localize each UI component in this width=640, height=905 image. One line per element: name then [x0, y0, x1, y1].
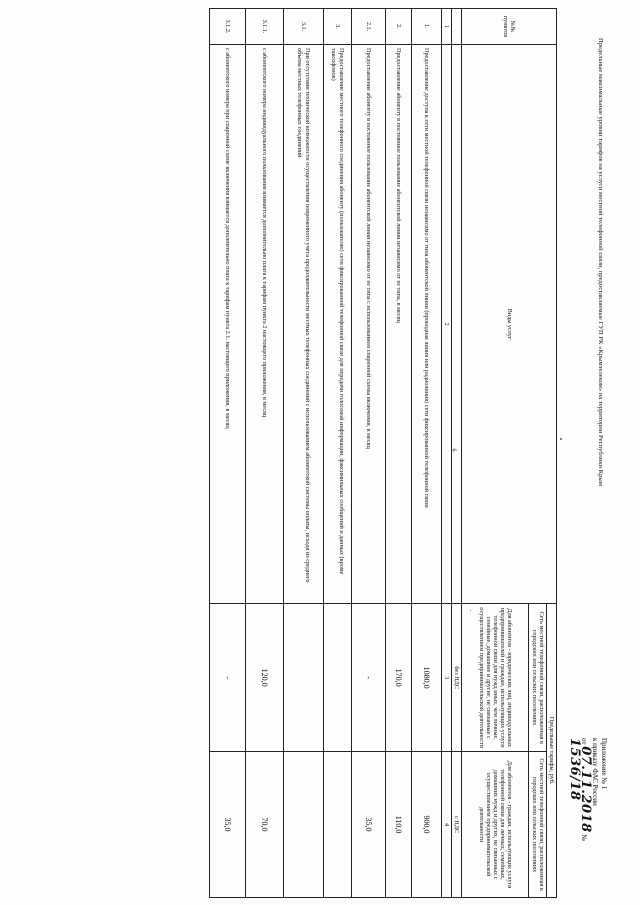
row-value-legal: - [209, 604, 245, 752]
row-service: Предоставление местного телефонного соединения абоненту (пользователю) сети фиксированной телефонной связи для передачи голосовой информации, факсимильных сообщений и данных (кроме таксофонов) [323, 44, 351, 603]
row-value-legal [323, 604, 351, 752]
header-num: №№ пунктов [462, 9, 557, 45]
tariff-rows [209, 9, 441, 898]
header-legal-entities: Для абонентов - юридических лиц, индивидуальных предпринимателей и граждан, использующих услуги телефонной связи для нужд иных, чем личные, семейные, домашние и другие, не связанные с осуществлением предпринимательской деятельности [462, 604, 529, 752]
row-value-citizens: 35,0 [351, 752, 385, 898]
row-number: 2.1. [351, 9, 385, 45]
row-number: 1. [411, 9, 441, 45]
vat-incl-label: с НДС [452, 752, 462, 898]
row-service: Предоставление абоненту в постоянное пользование абонентской линии независимо от ее типа с использованием спаренной схемы включения, в месяц [351, 44, 385, 603]
table-row [411, 9, 441, 898]
landscape-content [12, 8, 612, 898]
col-number: 2 [441, 44, 451, 603]
table-row [385, 9, 411, 898]
row-value-citizens: 900,0 [411, 752, 441, 898]
row-value-legal: 1080,0 [411, 604, 441, 752]
header-net-settlement: Сеть местной телефонной связи, расположенная в городских или сельских поселениях [529, 604, 546, 752]
table-row [283, 9, 323, 898]
row-service: При отсутствии технической возможности осуществления повременного учета продолжительности местных телефонных соединений с использованием абонентской системы оплаты, исходя из среднего объема местных телефонных соединений [283, 44, 323, 603]
scan-speck [470, 610, 471, 611]
table-row [209, 9, 245, 898]
row-service: с абонентского номера индивидуального пользования взимается дополнительно плата к тарифам пункта 2 настоящего приложения, в месяц [245, 44, 283, 603]
header-net-settlement-2: Сеть местной телефонной связи, расположенная в городских или сельских поселениях [529, 752, 546, 898]
row-value-citizens: 35,0 [209, 752, 245, 898]
table-row [245, 9, 283, 898]
row-value-legal: - [351, 604, 385, 752]
handwritten-date: 07.11.2018 [578, 746, 593, 833]
row-value-citizens: 70,0 [245, 752, 283, 898]
table-row [351, 9, 385, 898]
row-number: 3. [323, 9, 351, 45]
row-number: 3.1. [283, 9, 323, 45]
vat-excl-label: без НДС [452, 604, 462, 752]
row-value-legal [283, 604, 323, 752]
row-number: 2. [385, 9, 411, 45]
row-service: с абонентского номера при спаренной схеме включения взимается дополнительно плата к тарифам пункта 2.1. настоящего приложения, в месяц [209, 44, 245, 603]
header-citizens: Для абонентов - граждан, использующих услуги телефонной связи для личных, семейных, домашних нужд и других, не связанных с осуществлением предпринимательской деятельности [462, 752, 529, 898]
row-value-citizens [283, 752, 323, 898]
header-service: Виды услуг [462, 44, 557, 603]
scan-speck [560, 438, 562, 440]
col-number: 4 [441, 752, 451, 898]
row-value-citizens: 110,0 [385, 752, 411, 898]
row-value-legal: 120,0 [245, 604, 283, 752]
row-value-citizens [323, 752, 351, 898]
row-number: 3.1.1. [245, 9, 283, 45]
col-number: 3 [441, 604, 451, 752]
tariff-table [209, 8, 557, 898]
row-value-legal: 170,0 [385, 604, 411, 752]
table-row [323, 9, 351, 898]
document-title: Предельные максимальные уровни тарифов на услуги местной телефонной связи, предоставляемые ГУП РК «Крымтелеком» на территории Республики Крым [597, 38, 604, 487]
row-service: Предоставление абоненту в постоянное пользование абонентской линии независимо от ее типа, в месяц [385, 44, 411, 603]
appendix-date-line: от 07.11.2018 № 1536/18 [567, 738, 593, 842]
col-number: 1 [441, 9, 451, 45]
page-number: 6 [450, 448, 457, 452]
appendix-label: Приложение № 1 [600, 738, 608, 790]
row-number: 3.1.2. [209, 9, 245, 45]
handwritten-number: 1536/18 [567, 738, 582, 801]
header-tariff-group: Предельные тарифы, руб. [546, 604, 556, 898]
row-service: Предоставление доступа к сети местной телефонной связи независимо от типа абонентской линии (проводная линия или радиолиния) сети фиксированной телефонной связи [411, 44, 441, 603]
appendix-order: к приказу ФАС России [591, 738, 599, 806]
